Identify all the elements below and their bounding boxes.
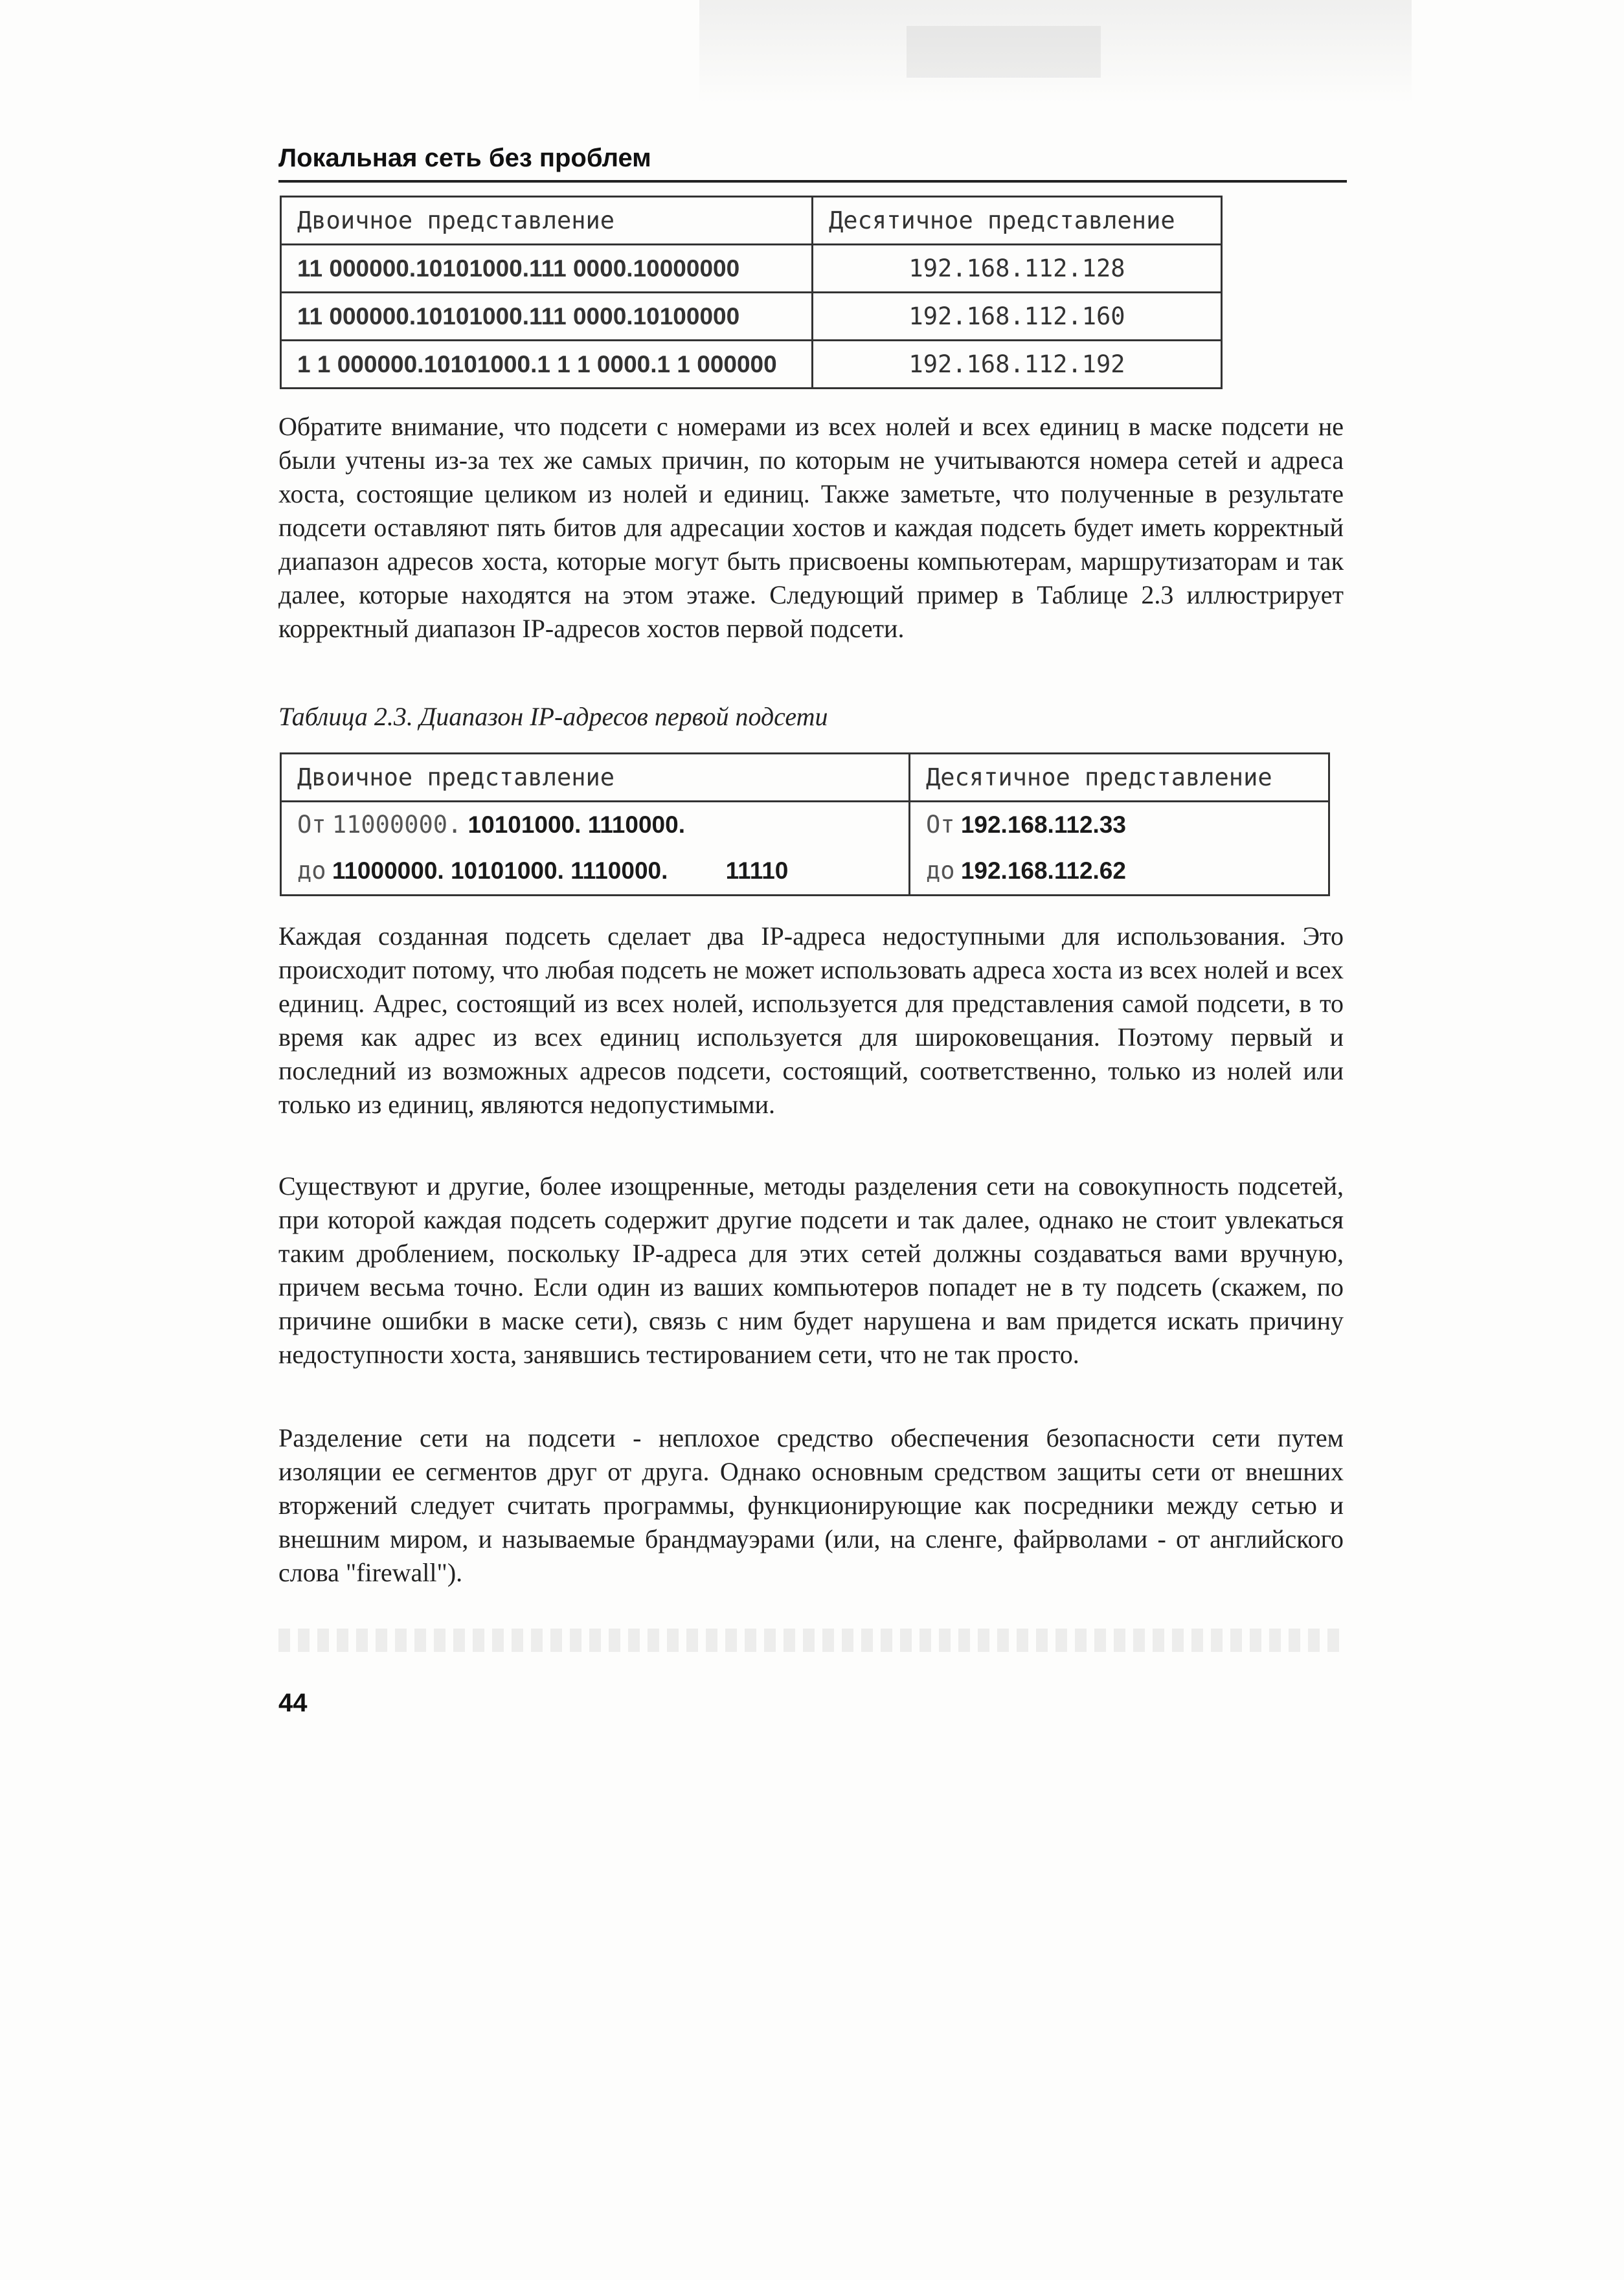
table-row xyxy=(281,802,1329,896)
binary-range-cell xyxy=(281,802,910,896)
binary-cell: 1 1 000000.10101000.1 1 1 0000.1 1 000000 xyxy=(281,341,813,389)
table-header-row xyxy=(281,197,1222,245)
binary-cell: 11 000000.10101000.111 0000.10000000 xyxy=(281,245,813,293)
paragraph: Обратите внимание, что подсети с номерами из всех нолей и всех единиц в маске подсети не были учтены из-за тех же самых причин, по которым не учитываются номера сетей и адреса хоста, состоящие целиком из нолей и единиц. Также заметьте, что полученные в результате подсети оставляют пять битов для адресации хостов и каждая подсеть будет иметь корректный диапазон адресов хоста, которые могут быть присвоены компьютерам, маршрутизаторам и так далее, которые находятся на этом этаже. Следующий пример в Таблице 2.3 иллюстрирует корректный диапазон IP-адресов хостов первой подсети. xyxy=(278,412,1344,643)
decimal-cell: 192.168.112.128 xyxy=(813,245,1222,293)
range-from-decimal: От 192.168.112.33 xyxy=(926,811,1126,839)
table-row xyxy=(281,293,1222,341)
ip-range-table xyxy=(280,752,1330,896)
binary-decimal-table xyxy=(280,196,1223,389)
decimal-range-cell xyxy=(910,802,1329,896)
running-header xyxy=(278,144,1347,183)
book-title: Локальная сеть без проблем xyxy=(278,144,651,172)
column-header: Двоичное представление xyxy=(281,754,910,802)
range-from-binary: От 11000000. 10101000. 1110000. xyxy=(297,811,685,839)
paragraph: Каждая созданная подсеть сделает два IP-адреса недоступными для использования. Это происходит потому, что любая подсеть не может использовать адреса хоста из всех нолей и всех единиц. Адрес, состоящий из всех нолей, используется для представления самой подсети, в то время как адрес из всех единиц используется для широковещания. Поэтому первый и последний из возможных адресов подсети, состоящий, соответственно, только из нолей или только из единиц, являются недопустимыми. xyxy=(278,921,1344,1119)
decimal-cell: 192.168.112.160 xyxy=(813,293,1222,341)
column-header: Двоичное представление xyxy=(281,197,813,245)
column-header: Десятичное представление xyxy=(910,754,1329,802)
paragraph: Разделение сети на подсети - неплохое средство обеспечения безопасности сети путем изоляции ее сегментов друг от друга. Однако основным средством защиты сети от внешних вторжений следует считать программы, функционирующие как посредники между сетью и внешним миром, и называемые брандмауэрами (или, на сленге, файрволами - от английского слова "firewall"). xyxy=(278,1423,1344,1587)
table-row xyxy=(281,245,1222,293)
bleed-through-artifact xyxy=(278,1629,1347,1652)
table-header-row xyxy=(281,754,1329,802)
table-caption: Таблица 2.3. Диапазон IP-адресов первой подсети xyxy=(278,702,828,731)
page-number: 44 xyxy=(278,1689,308,1717)
range-to-decimal: до 192.168.112.62 xyxy=(926,857,1126,885)
paragraph: Существуют и другие, более изощренные, методы разделения сети на совокупность подсетей, при которой каждая подсеть содержит другие подсети и так далее, однако не стоит увлекаться таким дроблением, поскольку IP-адреса для этих сетей должны создаваться вами вручную, причем весьма точно. Если один из ваших компьютеров попадет не в ту подсеть (скажем, по причине ошибки в маске сети), связь с ним будет нарушена и вам придется искать причину недоступности хоста, занявшись тестированием сети, что не так просто. xyxy=(278,1171,1344,1369)
scan-artifact xyxy=(907,26,1101,78)
column-header: Десятичное представление xyxy=(813,197,1222,245)
table-row xyxy=(281,341,1222,389)
decimal-cell: 192.168.112.192 xyxy=(813,341,1222,389)
binary-cell: 11 000000.10101000.111 0000.10100000 xyxy=(281,293,813,341)
range-to-binary: до 11000000. 10101000. 1110000. 11110 xyxy=(297,857,789,885)
